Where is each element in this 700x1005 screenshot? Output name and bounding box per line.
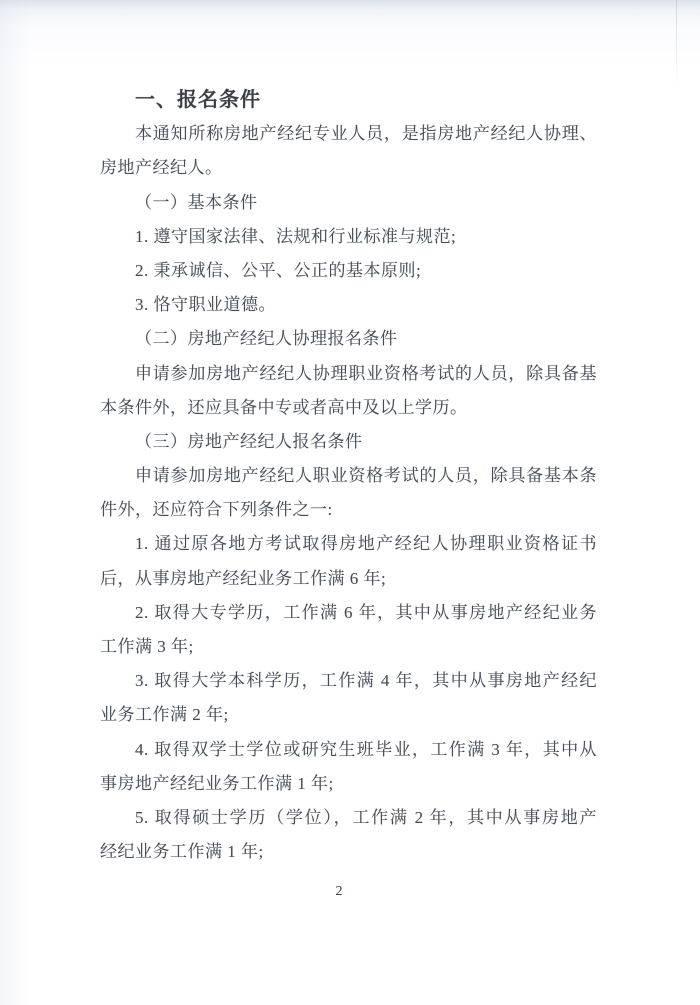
text-line: 件外，还应符合下列条件之一:	[100, 500, 333, 520]
text-line: 3. 恪守职业道德。	[135, 295, 276, 315]
page-number: 2	[335, 884, 343, 899]
text-line: 4. 取得双学士学位或研究生班毕业，工作满 3 年，其中从	[135, 739, 597, 759]
text-line: 本通知所称房地产经纪专业人员，是指房地产经纪人协理、	[135, 124, 597, 144]
heading-line: 一、报名条件	[135, 89, 261, 111]
scan-top-shading	[0, 0, 700, 75]
text-line: 工作满 3 年;	[100, 637, 194, 656]
text-line: 5. 取得硕士学历（学位），工作满 2 年，其中从事房地产	[135, 807, 597, 827]
text-line: 3. 取得大学本科学历，工作满 4 年，其中从事房地产经纪	[135, 671, 597, 691]
text-line: （三）房地产经纪人报名条件	[135, 431, 363, 451]
text-line: （二）房地产经纪人协理报名条件	[135, 329, 398, 349]
text-line: 房地产经纪人。	[100, 158, 223, 178]
text-line: 1. 通过原各地方考试取得房地产经纪人协理职业资格证书	[135, 534, 597, 554]
text-line: 申请参加房地产经纪人协理职业资格考试的人员，除具备基	[135, 363, 597, 383]
text-line: 申请参加房地产经纪人职业资格考试的人员，除具备基本条	[135, 466, 597, 486]
text-line: 2. 秉承诚信、公平、公正的基本原则;	[135, 260, 422, 280]
text-line: （一）基本条件	[135, 192, 258, 212]
text-line: 业务工作满 2 年;	[100, 705, 229, 725]
scan-left-shading	[0, 0, 30, 1005]
text-line: 本条件外，还应具备中专或者高中及以上学历。	[100, 397, 468, 417]
text-line: 2. 取得大专学历，工作满 6 年，其中从事房地产经纪业务	[135, 602, 597, 622]
text-line: 后，从事房地产经纪业务工作满 6 年;	[100, 568, 387, 588]
text-line: 事房地产经纪业务工作满 1 年;	[100, 773, 334, 793]
document-content	[100, 83, 597, 869]
scan-artifact-line	[676, 0, 677, 88]
text-line: 经纪业务工作满 1 年;	[100, 842, 264, 862]
text-line: 1. 遵守国家法律、法规和行业标准与规范;	[135, 226, 457, 246]
